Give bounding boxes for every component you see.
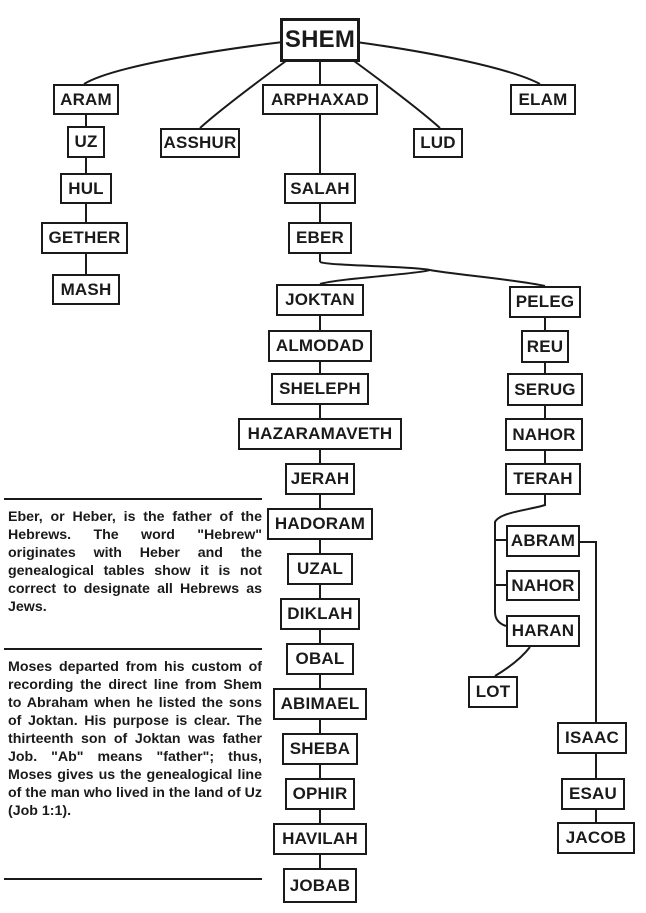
- node-shem: SHEM: [280, 18, 360, 62]
- note-top-rule: [4, 498, 262, 500]
- node-almodad: ALMODAD: [268, 330, 372, 362]
- node-abimael: ABIMAEL: [273, 688, 367, 720]
- node-aram: ARAM: [53, 84, 119, 115]
- node-jerah: JERAH: [285, 463, 355, 495]
- node-salah: SALAH: [284, 173, 356, 204]
- node-asshur: ASSHUR: [160, 128, 240, 158]
- node-abram: ABRAM: [506, 525, 580, 557]
- node-hazaramaveth: HAZARAMAVETH: [238, 418, 402, 450]
- note-eber: Eber, or Heber, is the father of the Hebrews. The word "Hebrew" originates with Heber and the genealogical tables show it is not correct to designate all Hebrews as Jews.: [8, 509, 262, 615]
- node-hul: HUL: [60, 173, 112, 204]
- node-jacob: JACOB: [557, 822, 635, 854]
- node-mash: MASH: [52, 274, 120, 305]
- node-terah: TERAH: [505, 463, 581, 495]
- node-diklah: DIKLAH: [280, 598, 360, 630]
- node-havilah: HAVILAH: [273, 823, 367, 855]
- node-eber: EBER: [288, 222, 352, 254]
- node-isaac: ISAAC: [557, 722, 627, 754]
- node-gether: GETHER: [41, 222, 128, 254]
- node-sheleph: SHELEPH: [271, 373, 369, 405]
- node-obal: OBAL: [286, 643, 354, 675]
- note-joktan: Moses departed from his custom of recording the direct line from Shem to Abraham when he listed the sons of Joktan. His purpose is clear. The thirteenth son of Joktan was father Job. "Ab" means "father"; thus, Moses gives us the genealogical line of the man who lived in the land of Uz (Job 1:1).: [8, 659, 262, 819]
- note-middle-rule: [4, 648, 262, 650]
- node-nahor-son-of-terah: NAHOR: [506, 570, 580, 601]
- node-lud: LUD: [413, 128, 463, 158]
- node-joktan: JOKTAN: [276, 284, 364, 316]
- node-haran: HARAN: [506, 615, 580, 647]
- node-reu: REU: [521, 330, 569, 363]
- node-elam: ELAM: [510, 84, 576, 115]
- note-bottom-rule: [4, 878, 262, 880]
- node-uz: UZ: [67, 126, 105, 158]
- node-esau: ESAU: [561, 778, 625, 810]
- node-serug: SERUG: [507, 373, 583, 406]
- node-ophir: OPHIR: [285, 778, 355, 810]
- node-uzal: UZAL: [287, 553, 353, 585]
- node-arphaxad: ARPHAXAD: [262, 84, 378, 115]
- node-lot: LOT: [468, 676, 518, 708]
- node-hadoram: HADORAM: [267, 508, 373, 540]
- node-peleg: PELEG: [509, 286, 581, 318]
- node-sheba: SHEBA: [282, 733, 358, 765]
- node-jobab: JOBAB: [283, 868, 357, 903]
- node-nahor-terah-father: NAHOR: [505, 418, 583, 451]
